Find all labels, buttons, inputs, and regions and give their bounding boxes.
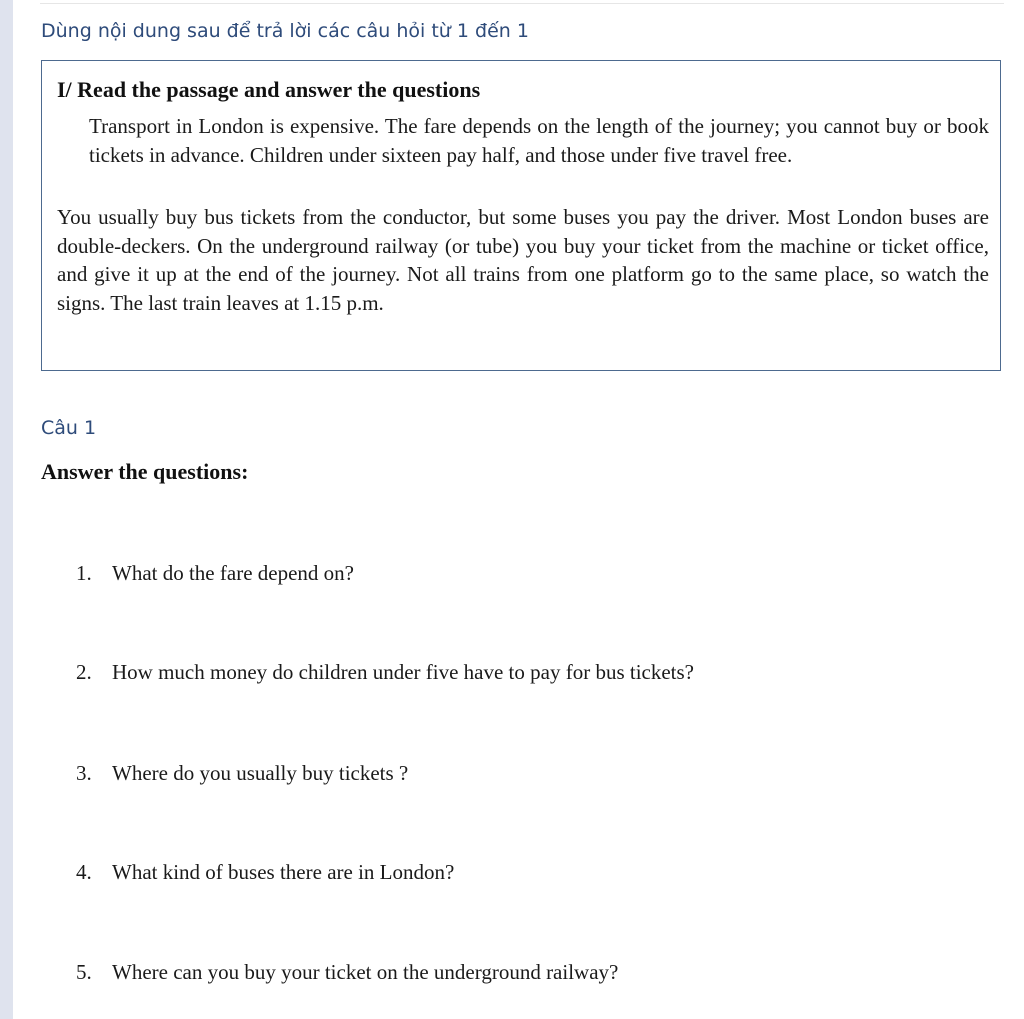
question-item (76, 660, 694, 685)
question-text: What do the fare depend on? (112, 561, 354, 585)
question-item (76, 561, 354, 586)
question-text: What kind of buses there are in London? (112, 860, 455, 884)
question-label: Câu 1 (41, 417, 97, 439)
instruction-text: Dùng nội dung sau để trả lời các câu hỏi từ 1 đến 1 (41, 20, 529, 42)
question-text: Where do you usually buy tickets ? (112, 761, 409, 785)
left-page-margin (0, 0, 13, 1019)
question-number: 1. (76, 561, 92, 585)
question-text: How much money do children under five have to pay for bus tickets? (112, 660, 695, 684)
question-number: 3. (76, 761, 92, 785)
question-item (76, 860, 454, 885)
reading-passage-box (41, 60, 1001, 371)
passage-paragraph-1: Transport in London is expensive. The fare depends on the length of the journey; you cannot buy or book tickets in advance. Children under sixteen pay half, and those under five travel free. (89, 114, 989, 167)
answer-heading: Answer the questions: (41, 459, 249, 484)
top-divider (40, 3, 1004, 4)
question-text: Where can you buy your ticket on the underground railway? (112, 960, 619, 984)
passage-title: I/ Read the passage and answer the questions (57, 77, 481, 102)
question-number: 2. (76, 660, 92, 684)
question-item (76, 960, 618, 985)
question-item (76, 761, 408, 786)
question-number: 5. (76, 960, 92, 984)
question-number: 4. (76, 860, 92, 884)
passage-paragraph-2: You usually buy bus tickets from the conductor, but some buses you pay the driver. Most London buses are double-deckers. On the underground railway (or tube) you buy your ticket from the machine or ticket office, and give it up at the end of the journey. Not all trains from one platform go to the same place, so watch the signs. The last train leaves at 1.15 p.m. (57, 205, 989, 315)
